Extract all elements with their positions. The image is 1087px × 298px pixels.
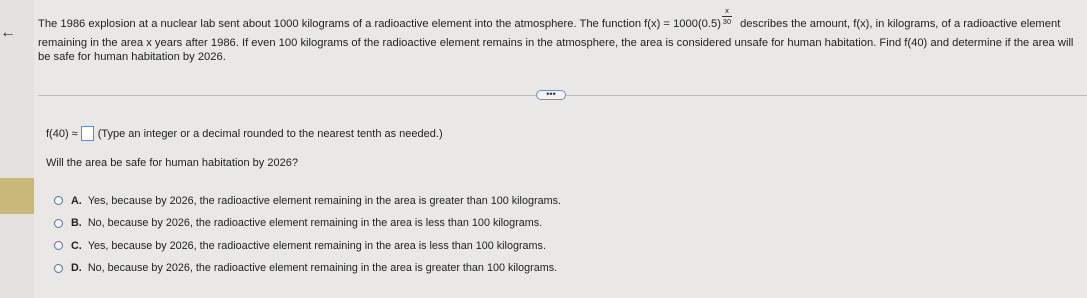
- option-letter: D.: [71, 262, 82, 274]
- options-list: [54, 193, 561, 283]
- option-text: No, because by 2026, the radioactive element remaining in the area is less than 100 kilograms.: [87, 217, 543, 229]
- radio-button-icon[interactable]: [54, 241, 63, 250]
- answer-prefix: f(40) ≈: [46, 127, 78, 140]
- option-letter: C.: [71, 239, 82, 252]
- exponent-numerator: x: [725, 6, 729, 15]
- option-text: Yes, because by 2026, the radioactive element remaining in the area is greater than 100 kilograms.: [87, 194, 561, 207]
- sidebar-accent-marker: [0, 178, 34, 214]
- radio-button-icon[interactable]: [54, 264, 63, 273]
- option-a[interactable]: [54, 193, 561, 208]
- more-options-button[interactable]: •••: [536, 90, 566, 100]
- radio-button-icon[interactable]: [54, 196, 63, 205]
- sub-question: Will the area be safe for human habitation by 2026?: [46, 157, 298, 169]
- option-letter: A.: [71, 194, 82, 207]
- question-part-2: describes the amount, f(x), in kilograms, of a radioactive element remaining in the area x years after 1986. If even 100 kilograms of the radioactive element remains in the atmosphere, the area is considered unsafe for human habitation. Find f(40) and determine if the area will be safe for human habitation by 2026.: [38, 18, 1074, 63]
- option-letter: B.: [71, 217, 82, 229]
- option-c[interactable]: [54, 238, 561, 253]
- option-text: Yes, because by 2026, the radioactive element remaining in the area is less than 100 kilograms.: [87, 239, 546, 252]
- answer-hint: (Type an integer or a decimal rounded to the nearest tenth as needed.): [97, 127, 443, 140]
- option-b[interactable]: [54, 216, 561, 231]
- exponent-denominator: 30: [722, 17, 732, 26]
- radio-button-icon[interactable]: [54, 219, 63, 228]
- option-d[interactable]: [54, 261, 561, 276]
- arrow-left-icon[interactable]: ←: [0, 24, 16, 41]
- option-text: No, because by 2026, the radioactive element remaining in the area is greater than 100 kilograms.: [87, 262, 558, 274]
- exponent-fraction: [721, 7, 733, 26]
- answer-input[interactable]: [81, 126, 94, 141]
- answer-row: [46, 126, 443, 141]
- left-strip: [0, 0, 34, 298]
- question-part-1: The 1986 explosion at a nuclear lab sent about 1000 kilograms of a radioactive element into the atmosphere. The function f(x) = 1000(0.5): [38, 18, 721, 30]
- question-text: [38, 6, 1083, 64]
